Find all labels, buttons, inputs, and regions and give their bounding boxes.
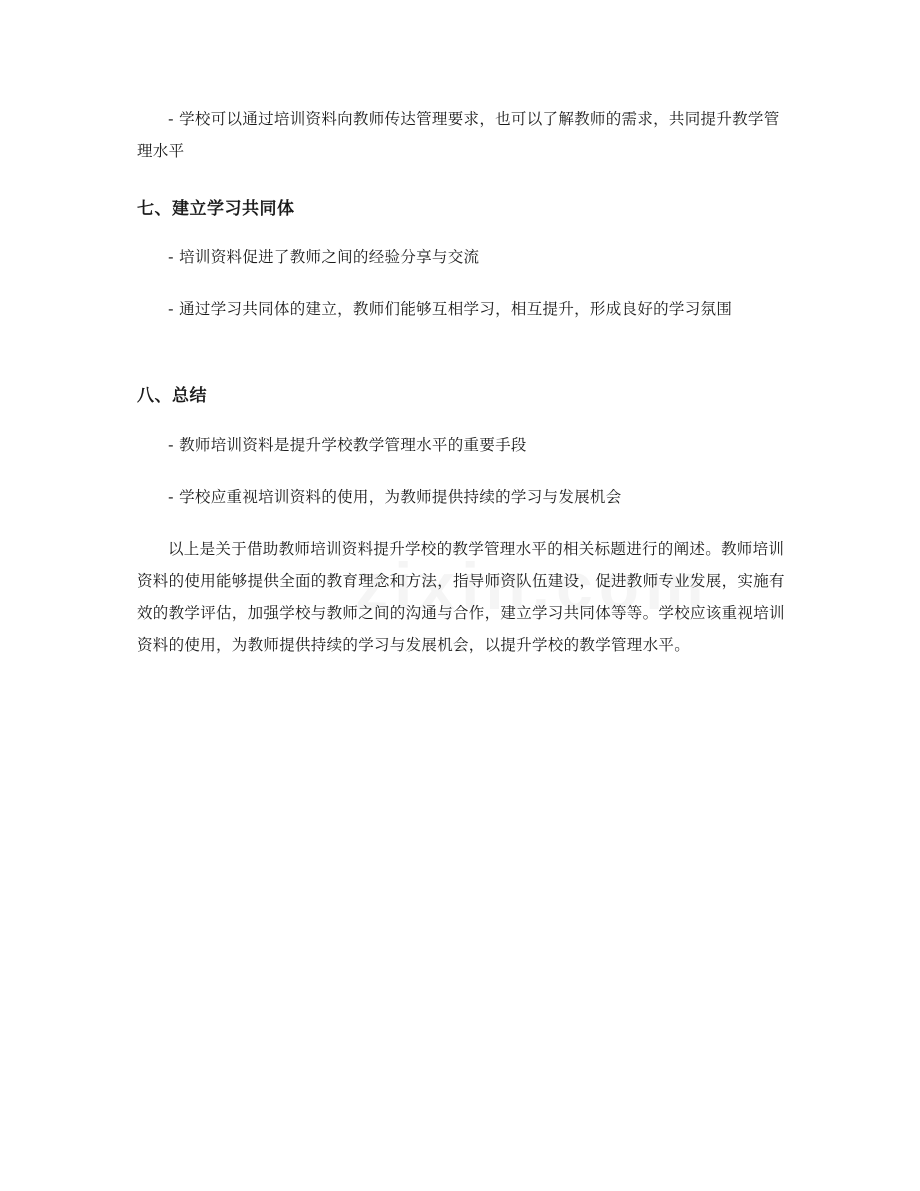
section-heading-7: 七、建立学习共同体: [137, 199, 295, 219]
watermark-logo: [355, 548, 710, 624]
bullet-paragraph: - 学校可以通过培训资料向教师传达管理要求，也可以了解教师的需求，共同提升教学管理水平: [137, 110, 780, 160]
section-heading-8: 八、总结: [137, 386, 207, 406]
bullet-paragraph: - 通过学习共同体的建立，教师们能够互相学习，相互提升，形成良好的学习氛围: [168, 300, 733, 318]
bullet-paragraph: - 学校应重视培训资料的使用，为教师提供持续的学习与发展机会: [168, 488, 622, 506]
bullet-paragraph: - 教师培训资料是提升学校教学管理水平的重要手段: [168, 436, 527, 454]
conclusion-paragraph: 以上是关于借助教师培训资料提升学校的教学管理水平的相关标题进行的阐述。教师培训资料的使用能够提供全面的教育理念和方法，指导师资队伍建设，促进教师专业发展，实施有效的教学评估，加强学校与教师之间的沟通与合作，建立学习共同体等等。学校应该重视培训资料的使用，为教师提供持续的学习与发展机会，以提升学校的教学管理水平。: [137, 540, 785, 654]
bullet-paragraph: - 培训资料促进了教师之间的经验分享与交流: [168, 248, 480, 266]
